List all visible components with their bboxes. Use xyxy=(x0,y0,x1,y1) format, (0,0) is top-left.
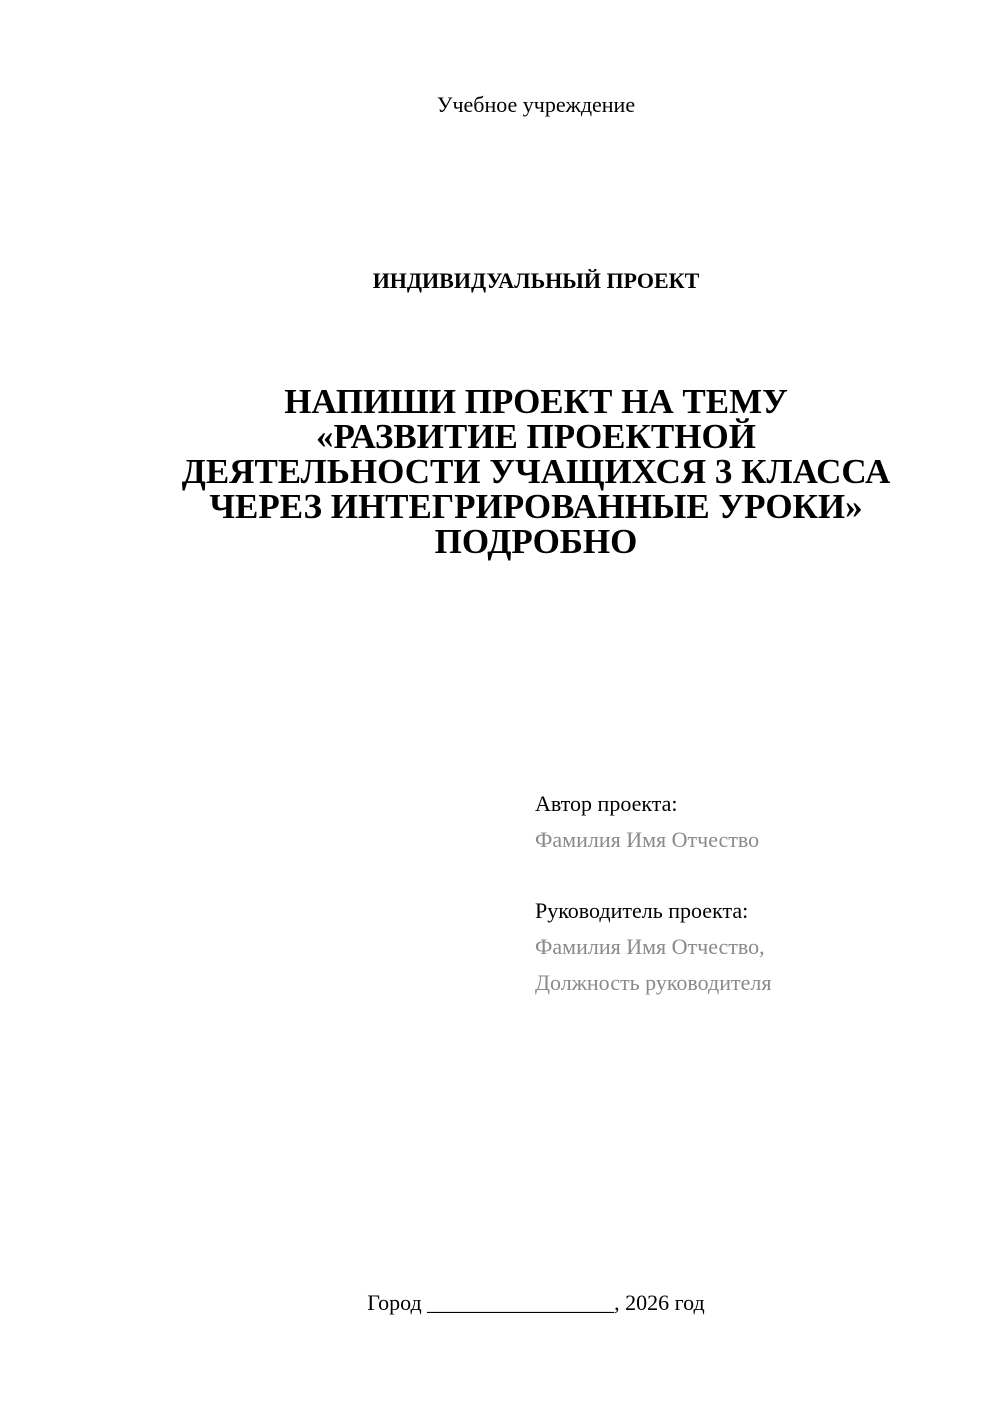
title-line: НАПИШИ ПРОЕКТ НА ТЕМУ xyxy=(284,382,788,421)
document-type: ИНДИВИДУАЛЬНЫЙ ПРОЕКТ xyxy=(372,268,700,293)
project-title xyxy=(100,384,972,559)
supervisor-label: Руководитель проекта: xyxy=(535,898,749,923)
city-year-line: Город _________________, 2026 год xyxy=(367,1290,705,1315)
author-label: Автор проекта: xyxy=(535,791,678,816)
title-line: «РАЗВИТИЕ ПРОЕКТНОЙ xyxy=(316,417,756,456)
title-line: ЧЕРЕЗ ИНТЕГРИРОВАННЫЕ УРОКИ» xyxy=(209,487,863,526)
title-line: ПОДРОБНО xyxy=(434,522,638,561)
supervisor-block xyxy=(535,893,771,1001)
supervisor-name: Фамилия Имя Отчество, xyxy=(535,934,765,959)
title-line: ДЕЯТЕЛЬНОСТИ УЧАЩИХСЯ 3 КЛАССА xyxy=(181,452,891,491)
institution-name: Учебное учреждение xyxy=(436,92,636,117)
author-block xyxy=(535,786,759,858)
supervisor-position: Должность руководителя xyxy=(535,970,772,995)
author-name: Фамилия Имя Отчество xyxy=(535,827,760,852)
